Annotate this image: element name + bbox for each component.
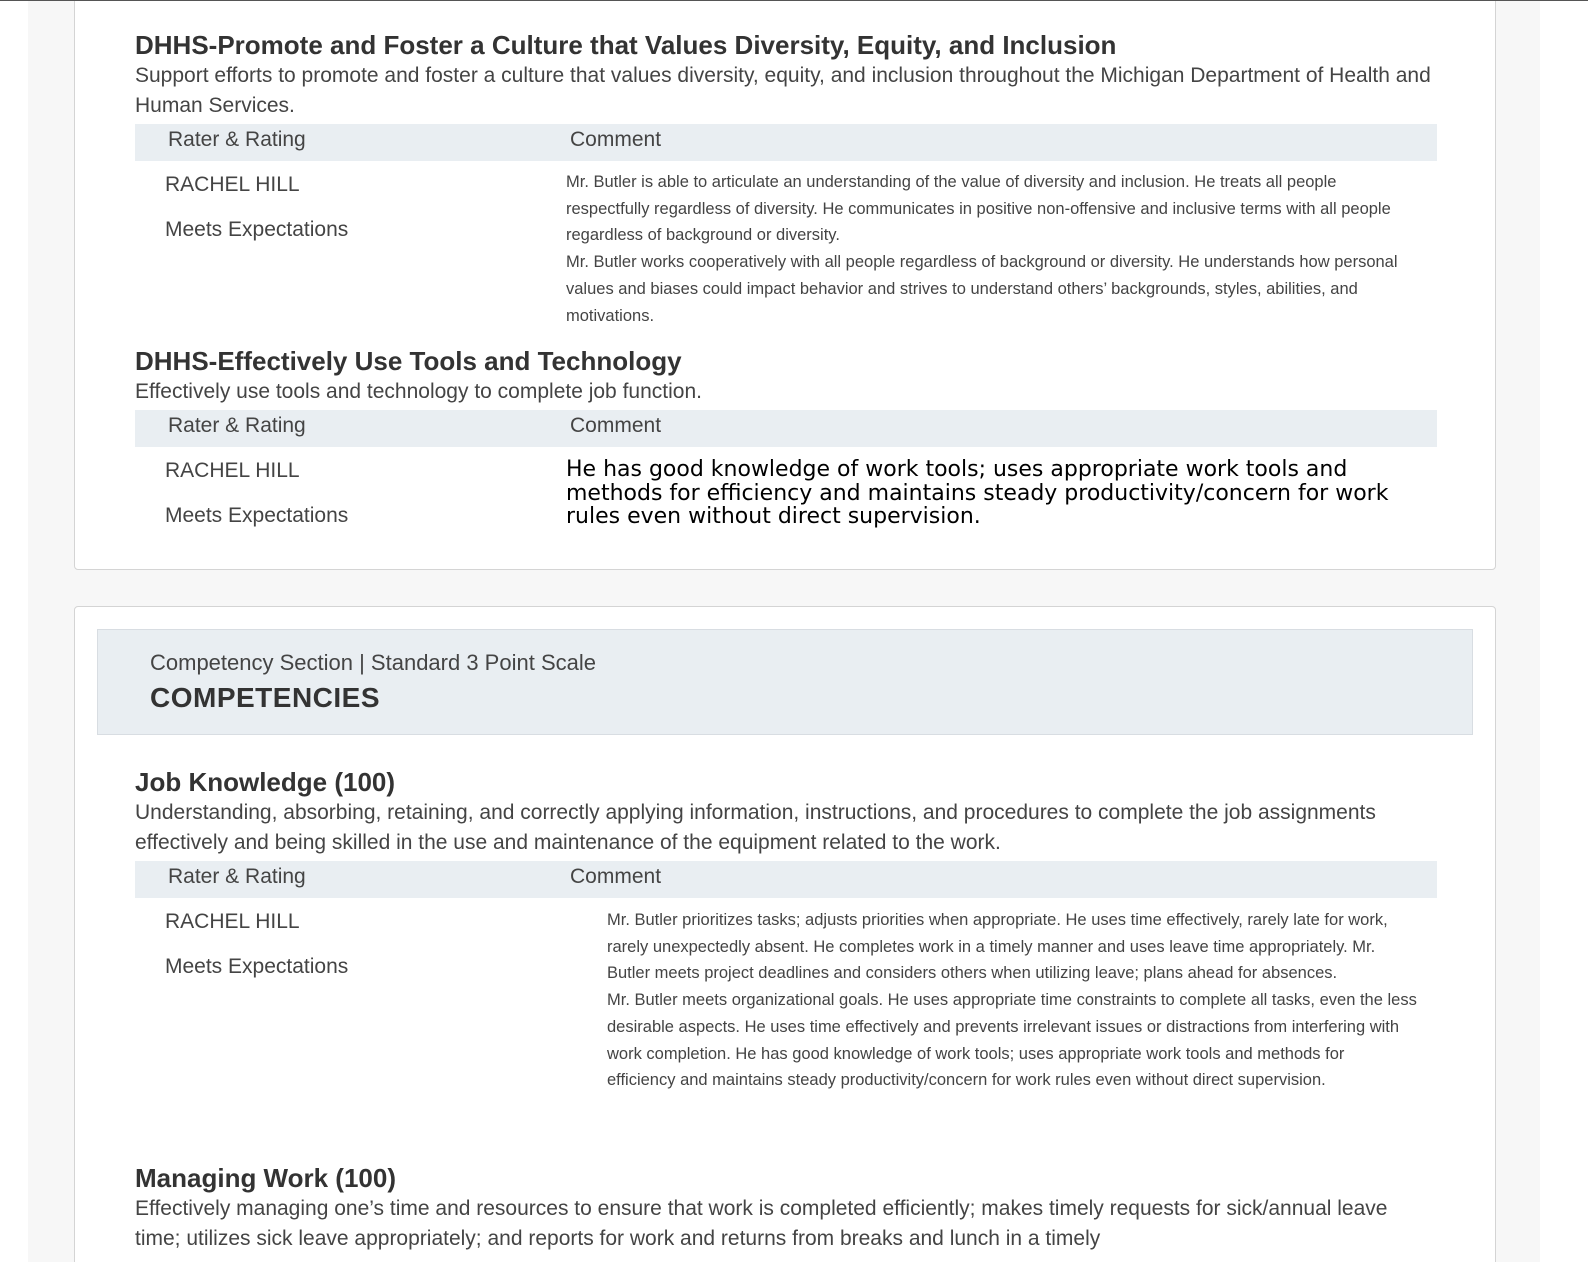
comment-text: He has good knowledge of work tools; uses appropriate work tools and methods for efficiency and maintains steady productivity/concern for work rules even without direct supervision. — [566, 457, 1389, 529]
item-description: Support efforts to promote and foster a culture that values diversity, equity, and inclusion throughout the Michigan Department of Health and Human Services. — [135, 64, 1431, 117]
item-description: Understanding, absorbing, retaining, and correctly applying information, instructions, and procedures to complete the job assignments effectively and being skilled in the use and maintenance of the equipment related to the work. — [135, 801, 1376, 854]
managing-work-item — [135, 1162, 1437, 1254]
rating-value: Meets Expectations — [165, 218, 349, 241]
item-description: Effectively use tools and technology to complete job function. — [135, 380, 702, 403]
rater-rating-header: Rater & Rating — [168, 128, 306, 151]
section-title: COMPETENCIES — [150, 682, 381, 713]
diversity-item — [135, 29, 1437, 331]
tools-technology-item — [135, 345, 1437, 557]
window-top-border — [0, 0, 1588, 1]
right-gutter — [1540, 0, 1588, 1262]
rater-name: RACHEL HILL — [165, 910, 300, 933]
review-page[interactable] — [28, 0, 1540, 1262]
rater-row — [135, 898, 1437, 1158]
item-description: Effectively managing one’s time and resources to ensure that work is completed efficiently; makes timely requests for sick/annual leave time; utilizes sick leave appropriately; and reports for work and returns from breaks and lunch in a timely — [135, 1197, 1388, 1250]
left-gutter — [0, 0, 28, 1262]
competencies-card — [74, 606, 1496, 1262]
rater-name: RACHEL HILL — [165, 459, 300, 482]
comment-header: Comment — [570, 414, 662, 437]
section-header — [97, 629, 1473, 735]
item-title: Job Knowledge (100) — [135, 767, 396, 797]
goals-card — [74, 0, 1496, 570]
rater-header — [135, 410, 1437, 447]
rater-row — [135, 447, 1437, 557]
item-title: DHHS-Effectively Use Tools and Technology — [135, 346, 682, 376]
rater-header — [135, 124, 1437, 161]
rater-row — [135, 161, 1437, 331]
comment-header: Comment — [570, 128, 662, 151]
comment-text: Mr. Butler is able to articulate an understanding of the value of diversity and inclusion. He treats all people respectfully regardless of diversity. He communicates in positive non-offensive and inclusive terms with all people regardless of background or diversity. Mr. Butler works cooperatively with all people regardless of background or diversity. He understands how personal values and biases could impact behavior and strives to understand others’ backgrounds, styles, abilities, and motivations. — [566, 173, 1398, 325]
comment-header: Comment — [570, 865, 662, 888]
job-knowledge-item — [135, 766, 1437, 1158]
comment-text: Mr. Butler prioritizes tasks; adjusts priorities when appropriate. He uses time effectively, rarely late for work, rarely unexpectedly absent. He completes work in a timely manner and uses leave time appropriately. Mr. Butler meets project deadlines and considers others when utilizing leave; plans ahead for absences. Mr. Butler meets organizational goals. He uses appropriate time constraints to complete all tasks, even the less desirable aspects. He uses time effectively and prevents irrelevant issues or distractions from interfering with work completion. He has good knowledge of work tools; uses appropriate work tools and methods for efficiency and maintains steady productivity/concern for work rules even without direct supervision. — [607, 911, 1417, 1090]
section-subtitle: Competency Section | Standard 3 Point Scale — [150, 650, 596, 675]
rater-rating-header: Rater & Rating — [168, 865, 306, 888]
item-title: DHHS-Promote and Foster a Culture that Values Diversity, Equity, and Inclusion — [135, 30, 1117, 60]
item-title: Managing Work (100) — [135, 1163, 397, 1193]
rater-name: RACHEL HILL — [165, 173, 300, 196]
rating-value: Meets Expectations — [165, 504, 349, 527]
rater-rating-header: Rater & Rating — [168, 414, 306, 437]
rating-value: Meets Expectations — [165, 955, 349, 978]
rater-header — [135, 861, 1437, 898]
